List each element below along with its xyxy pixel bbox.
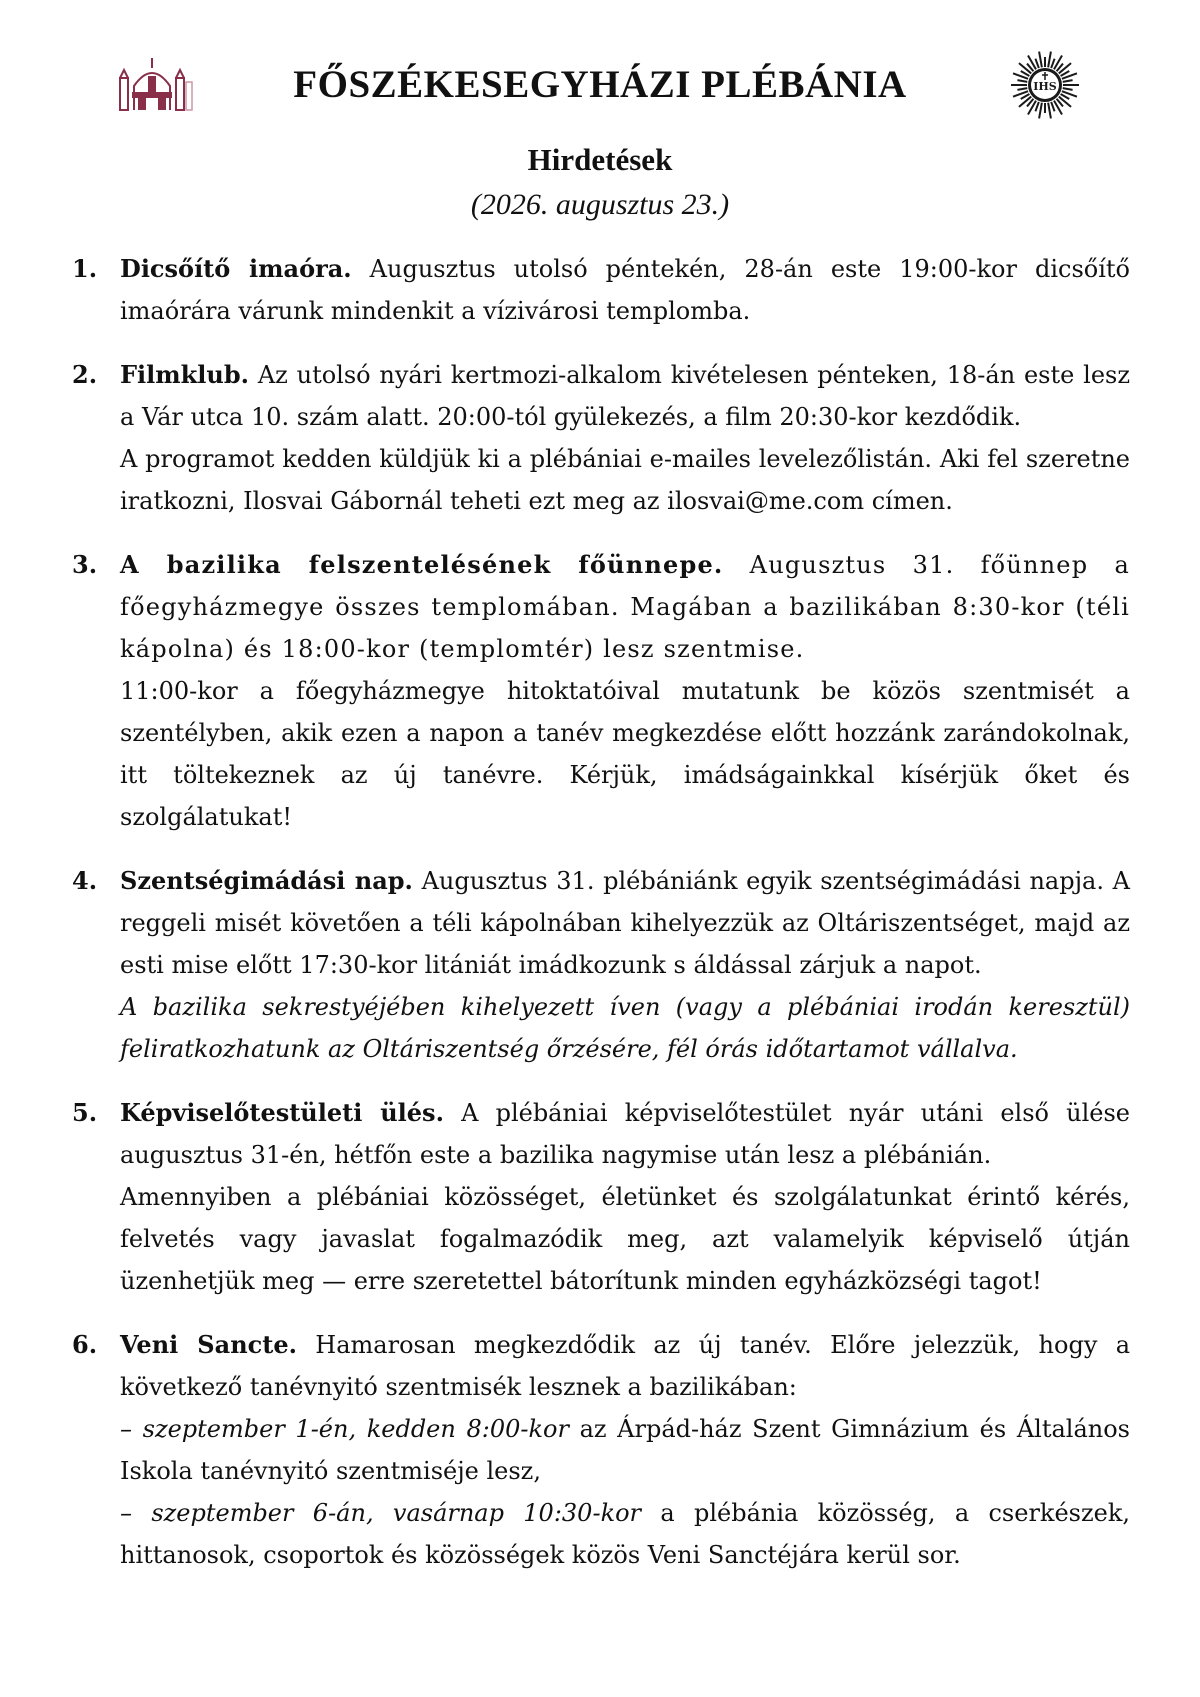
schedule-line-1 (120, 1408, 1130, 1492)
item-text: Az utolsó nyári kertmozi-alkalom kivételesen pénteken, 18-án este lesz a Vár utca 10. szám alatt. 20:00-tól gyülekezés, a film 20:30-kor kezdődik. (120, 361, 1130, 431)
item-number: 4. (72, 866, 98, 895)
page-header (0, 50, 1200, 120)
seal-ray (1017, 80, 1027, 82)
announcement-item-2 (72, 354, 1130, 522)
item-paragraph-2: A programot kedden küldjük ki a plébániai e-mailes levelezőlistán. Aki fel szeretne iratkozni, Ilosvai Gábornál teheti ezt meg az ilosvai@me.com címen. (120, 445, 1130, 515)
item-text: A plébániai képviselőtestület nyár utáni első ülése augusztus 31-én, hétfőn este a bazilika nagymise után lesz a plébánián. (120, 1099, 1130, 1169)
item-heading: Veni Sancte. (120, 1330, 297, 1359)
seal-ray (1051, 102, 1054, 111)
seal-ray (1035, 59, 1038, 68)
seal-ray (1048, 103, 1051, 119)
announcement-item-1 (72, 248, 1130, 332)
seal-ray (1017, 88, 1027, 90)
item-paragraph-italic: A bazilika sekrestyéjében kihelyezett íven (vagy a plébániai irodán keresztül) feliratkozhatunk az Oltáriszentség őrzésére, fél órás időtartamot vállalva. (120, 993, 1130, 1063)
schedule-text-1: az Árpád-ház Szent Gimnázium és Általános Iskola tanévnyitó szentmiséje lesz, (120, 1415, 1130, 1485)
item-heading: A bazilika felszentelésének főünnepe. (120, 550, 724, 579)
item-heading: Képviselőtestületi ülés. (120, 1098, 444, 1127)
item-paragraph (120, 860, 1130, 986)
item-paragraph (120, 1324, 1130, 1408)
item-number: 3. (72, 550, 98, 579)
item-number: 6. (72, 1330, 98, 1359)
seal-ray (1051, 59, 1054, 68)
parish-title: FŐSZÉKESEGYHÁZI PLÉBÁNIA (293, 63, 907, 106)
item-paragraph (120, 248, 1130, 332)
schedule-text-2: a plébánia közösség, a cserkészek, hittanosok, csoportok és közösségek közös Veni Sanctéjára kerül sor. (120, 1499, 1130, 1569)
item-paragraph (120, 354, 1130, 438)
announcement-item-4 (72, 860, 1130, 1070)
announcement-item-3 (72, 544, 1130, 838)
item-heading: Filmklub. (120, 360, 249, 389)
announcement-item-5 (72, 1092, 1130, 1302)
seal-ray (1063, 88, 1073, 90)
document-date: (2026. augusztus 23.) (470, 188, 730, 221)
seal-ray (1039, 52, 1042, 68)
item-paragraph-2: 11:00-kor a főegyházmegye hitoktatóival mutatunk be közös szentmisét a szentélyben, akik ezen a napon a tanév megkezdése előtt hozzánk zarándokolnak, itt töltekeznek az új tanévre. Kérjük, imádságainkkal kísérjük őket és szolgálatukat! (120, 677, 1130, 831)
item-heading: Szentségimádási nap. (120, 866, 413, 895)
seal-ray (1048, 52, 1051, 68)
item-text: Hamarosan megkezdődik az új tanév. Előre jelezzük, hogy a következő tanévnyitó szentmisék lesznek a bazilikában: (120, 1331, 1131, 1401)
item-paragraph (120, 1092, 1130, 1176)
announcement-list (72, 248, 1130, 1598)
ihs-sunburst-seal-icon (1010, 50, 1080, 120)
item-heading: Dicsőítő imaóra. (120, 254, 352, 283)
item-paragraph (120, 544, 1130, 670)
seal-text: IHS (1033, 80, 1057, 93)
seal-ray (1063, 80, 1073, 82)
seal-ray (1035, 102, 1038, 111)
schedule-line-2 (120, 1492, 1130, 1576)
item-text: Augusztus utolsó péntekén, 28-án este 19:00-kor dicsőítő imaórára várunk mindenkit a vízivárosi templomba. (120, 255, 1130, 325)
schedule-date-1: – szeptember 1-én, kedden 8:00-kor (120, 1415, 569, 1443)
document-subtitle: Hirdetések (527, 142, 673, 177)
item-text: Augusztus 31. főünnep a főegyházmegye összes templomában. Magában a bazilikában 8:30-kor (téli kápolna) és 18:00-kor (templomtér) lesz szentmise. (120, 551, 1130, 663)
item-paragraph-2: Amennyiben a plébániai közösséget, életünket és szolgálatunkat érintő kérés, felvetés vagy javaslat fogalmazódik meg, azt valamelyik képviselő útján üzenhetjük meg — erre szeretettel bátorítunk minden egyházközségi tagot! (120, 1183, 1130, 1295)
item-number: 5. (72, 1098, 98, 1127)
item-number: 1. (72, 254, 98, 283)
schedule-date-2: – szeptember 6-án, vasárnap 10:30-kor (120, 1499, 642, 1527)
announcement-item-6 (72, 1324, 1130, 1576)
item-text: Augusztus 31. plébániánk egyik szentségimádási napja. A reggeli misét követően a téli kápolnában kihelyezzük az Oltáriszentséget, majd az esti mise előtt 17:30-kor litániát imádkozunk s áldással zárjuk a napot. (120, 867, 1130, 979)
item-number: 2. (72, 360, 98, 389)
seal-ray (1039, 103, 1042, 119)
